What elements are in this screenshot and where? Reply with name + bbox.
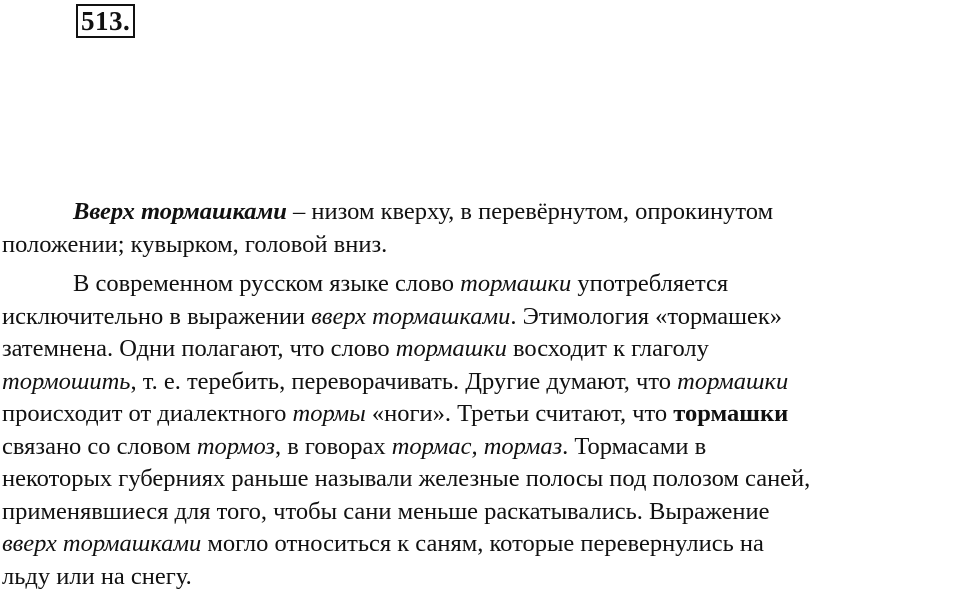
- paragraph-line-4: [2, 366, 958, 399]
- text-span: употребляется: [571, 270, 729, 297]
- paragraph-line-8: применявшиеся для того, чтобы сани меньше раскатывались. Выражение: [2, 497, 770, 525]
- definition-term: Вверх тормашками: [73, 198, 287, 225]
- text-body: [2, 196, 958, 593]
- paragraph-line-10: льду или на снегу.: [2, 562, 192, 590]
- text-span: связано со словом: [2, 432, 197, 460]
- italic-word: вверх тормашками: [2, 530, 202, 557]
- italic-word: тормашки: [395, 335, 507, 362]
- text-span: , т. е. теребить, переворачивать. Другие думают, что: [130, 367, 678, 395]
- text-span: затемнена. Одни полагают, что слово: [2, 335, 396, 362]
- text-span: . Тормасами в: [562, 432, 707, 460]
- text-span: В современном русском языке слово: [73, 270, 461, 297]
- text-span: исключительно в выражении: [2, 302, 312, 330]
- italic-word: тормоз: [196, 432, 275, 460]
- text-span: происходит от диалектного: [2, 400, 293, 427]
- text-span: могло относиться к саням, которые перевернулись на: [201, 530, 764, 557]
- paragraph-line-2: [2, 301, 958, 334]
- paragraph-line-9: [2, 528, 958, 561]
- text-span: восходит к глаголу: [506, 335, 709, 362]
- exercise-number: 513.: [76, 4, 135, 38]
- etymology-paragraph: [2, 268, 958, 593]
- definition-line-1: [2, 196, 958, 229]
- text-span: . Этимология «тормашек»: [510, 302, 782, 330]
- italic-word: тормы: [292, 400, 366, 427]
- italic-word: тормас, тормаз: [391, 432, 563, 460]
- bold-word: тормашки: [673, 400, 789, 427]
- definition-text: – низом кверху, в перевёрнутом, опрокинутом: [286, 198, 774, 225]
- italic-word: тормашки: [677, 367, 789, 395]
- italic-word: тормашки: [460, 270, 572, 297]
- text-span: , в говорах: [274, 432, 392, 460]
- italic-word: тормошить: [2, 367, 131, 395]
- italic-word: вверх тормашками: [311, 302, 511, 330]
- paragraph-line-6: [2, 431, 958, 464]
- paragraph-line-1: [2, 268, 958, 301]
- definition-paragraph: [2, 196, 958, 261]
- paragraph-line-7: некоторых губерниях раньше называли железные полосы под полозом саней,: [2, 465, 811, 492]
- paragraph-line-5: [2, 398, 958, 431]
- paragraph-line-3: [2, 333, 958, 366]
- definition-line-2: положении; кувырком, головой вниз.: [2, 230, 388, 258]
- text-span: «ноги». Третьи считают, что: [365, 400, 674, 427]
